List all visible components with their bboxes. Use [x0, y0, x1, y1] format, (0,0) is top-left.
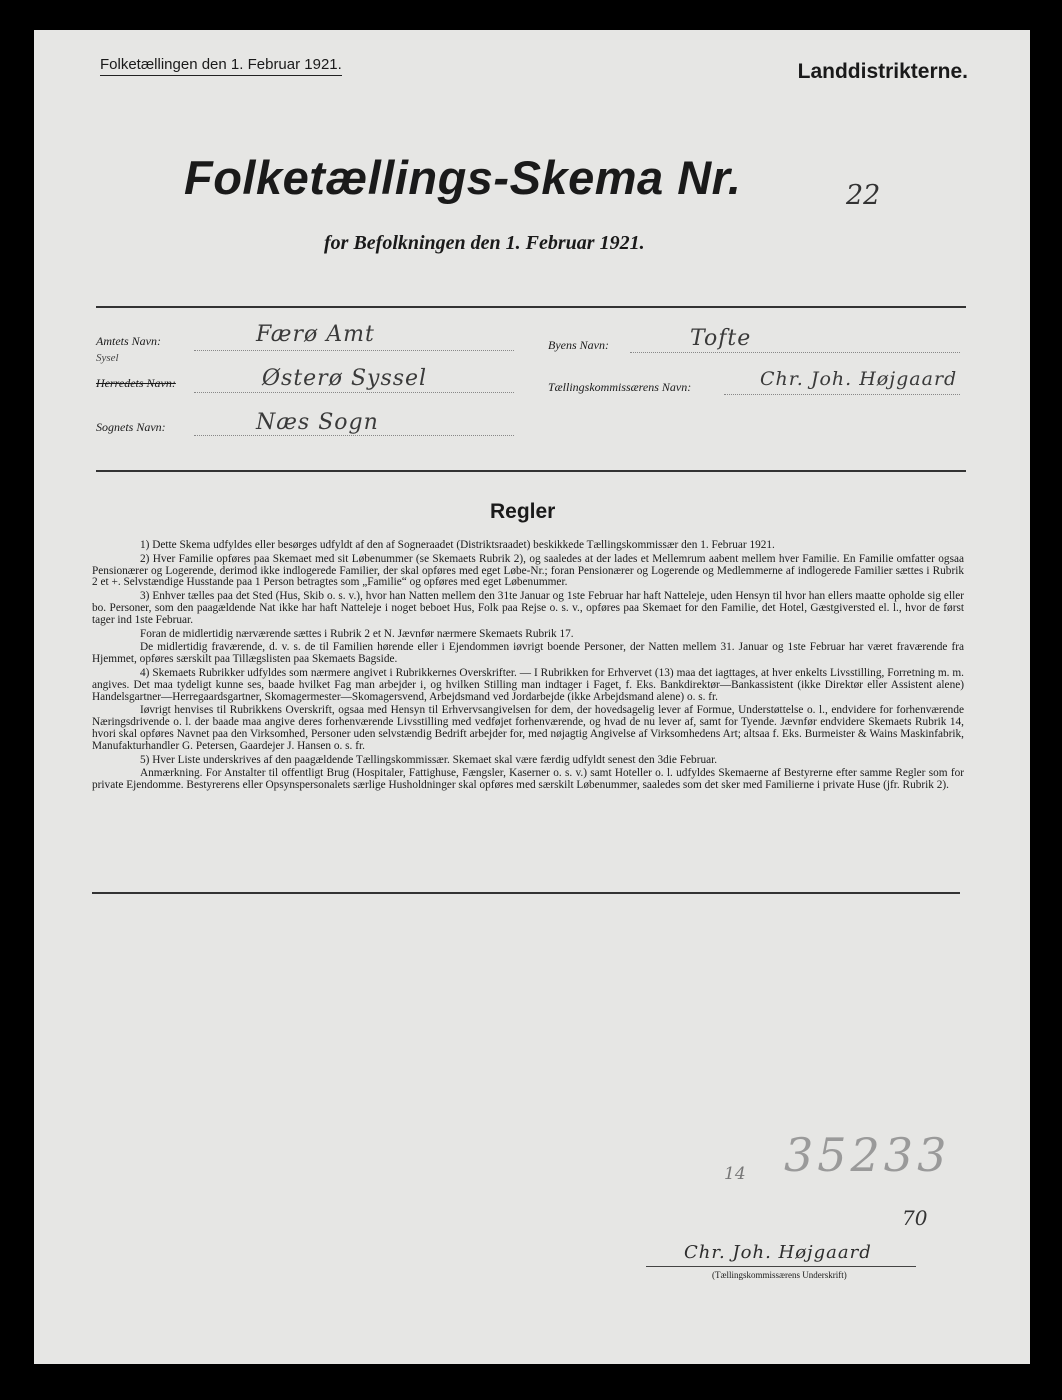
- by-value: Tofte: [690, 326, 752, 351]
- amt-line: [194, 350, 514, 351]
- herred-label: Herredets Navn:: [96, 376, 176, 390]
- sogn-value: Næs Sogn: [256, 410, 379, 435]
- amt-label: Amtets Navn:: [96, 334, 161, 348]
- annotation-small-number: 14: [724, 1164, 746, 1184]
- signature-caption: (Tællingskommissærens Underskrift): [712, 1270, 847, 1280]
- rule-paragraph: 1) Dette Skema udfyldes eller besørges udfyldt af den af Sogneraadet (Distriktsraadet) beskikkede Tællingskommissær den 1. Februar 1921.: [140, 539, 775, 551]
- form-title: Folketællings-Skema Nr.: [184, 151, 742, 204]
- rule-paragraph: Iøvrigt henvises til Rubrikkens Overskrift, ogsaa med Hensyn til Erhvervsangivelsen for dem, der hovedsagelig lever af Formue, Understøttelse o. l., endvidere for forhenværende Næringsdrivende o. l. der baade maa angive deres forhenværende Livsstilling med vedføjet forhenværende, og hvad de nu lever af, samt for Tyende. Jævnfør endvidere Skemaets Rubrik 14, hvori skal opføres Navnet paa den Virksomhed, Personer uden selvstændig Bedrift arbejder for, med nøjagtig Angivelse af Virksomhedens Art; altsaa f. Eks. Burmeister & Wains Maskinfabrik, Manufakturhandler G. Petersen, Gaardejer J. Hansen o. s. fr.: [92, 704, 964, 752]
- annotation-sub-number: 70: [902, 1206, 928, 1230]
- kommissaer-value: Chr. Joh. Højgaard: [760, 368, 958, 390]
- annotation-large-number: 35233: [784, 1128, 951, 1182]
- amt-value: Færø Amt: [256, 322, 375, 347]
- kommissaer-label: Tællingskommissærens Navn:: [548, 380, 692, 394]
- header-census-date: Folketællingen den 1. Februar 1921.: [100, 56, 342, 76]
- rule-paragraph: Foran de midlertidig nærværende sættes i Rubrik 2 et N. Jævnfør nærmere Skemaets Rubrik 17.: [140, 627, 574, 640]
- herred-value: Østerø Syssel: [262, 366, 428, 391]
- sogn-label: Sognets Navn:: [96, 420, 166, 434]
- header-district-type: Landdistrikterne.: [797, 60, 968, 83]
- herred-note: Sysel: [96, 352, 119, 364]
- signature-line: [646, 1266, 916, 1267]
- by-label: Byens Navn:: [548, 338, 609, 352]
- sogn-line: [194, 435, 514, 436]
- kommissaer-line: [724, 394, 960, 395]
- top-divider: [96, 306, 966, 308]
- rules-body: [92, 540, 964, 794]
- rule-paragraph: 2) Hver Familie opføres paa Skemaet med sit Løbenummer (se Skemaets Rubrik 2), og saaledes at der lades et Mellemrum aabent mellem hver Familie. En Familie omfatter ogsaa Pensionærer og Logerende, derimod ikke indlogerede Familier, der skal opføres med eget Løbe-Nr.; foran Pensionærer og Logerende og Medlemmerne af indlogerede Familier sættes i Rubrik 2 et +. Selvstændige Husstande paa 1 Person betragtes som „Familie“ og opføres med eget Løbenummer.: [92, 552, 964, 589]
- herred-line: [194, 392, 514, 393]
- middle-divider: [96, 470, 966, 472]
- rules-heading: Regler: [490, 500, 556, 523]
- form-number-handwritten: 22: [846, 180, 881, 211]
- rule-paragraph: 3) Enhver tælles paa det Sted (Hus, Skib o. s. v.), hvor han Natten mellem den 31te Januar og 1ste Februar har haft Natteleje, uden Hensyn til hvor han ellers maatte opholde sig eller bo. Personer, som den paagældende Nat ikke har haft Natteleje i noget beboet Hus, Folk paa Rejse o. s. v., opføres paa Skemaet for den Familie, det Hotel, Gæstgiversted el. l., hvor de først tager ind 1ste Februar.: [92, 590, 964, 626]
- rule-paragraph: 4) Skemaets Rubrikker udfyldes som nærmere angivet i Rubrikkernes Overskrifter. — I Rubrikken for Erhvervet (13) maa det iagttages, at hver enkelts Livsstilling, Forretning m. m. angives. Det maa tydeligt kunne ses, baade hvilket Fag man arbejder i, og hvilken Stilling man indtager i Faget, f. Eks. Bankdirektør—Bankassistent (ikke Direktør eller Assistent alene) Handelsgartner—Herregaardsgartner, Skomagermester—Skomagersvend, Arbejdsmand ved Jordarbejde (ikke Arbejdsmand alene) o. s. fr.: [92, 666, 964, 703]
- bottom-divider: [92, 892, 960, 894]
- form-subtitle: for Befolkningen den 1. Februar 1921.: [324, 232, 645, 254]
- signature: Chr. Joh. Højgaard: [684, 1242, 872, 1263]
- rule-paragraph: De midlertidig fraværende, d. v. s. de til Familien hørende eller i Ejendommen iøvrigt boende Personer, der Natten mellem 31. Januar og 1ste Februar har været fraværende fra Hjemmet, opføres særskilt paa Tillægslisten paa Skemaets Bagside.: [92, 641, 964, 666]
- census-form-page: [34, 30, 1030, 1364]
- by-line: [630, 352, 960, 353]
- rule-paragraph: Anmærkning. For Anstalter til offentligt Brug (Hospitaler, Fattighuse, Fængsler, Kaserner o. s. v.) samt Hoteller o. l. udfyldes Skemaerne af Bestyrerne efter samme Regler som for private Ejendomme. Bestyrerens eller Opsynspersonalets særlige Husholdninger skal opføres med særskilt Løbenummer, saaledes som det sker med Familierne i private Huse (jfr. Rubrik 2).: [92, 767, 964, 792]
- rule-paragraph: 5) Hver Liste underskrives af den paagældende Tællingskommissær. Skemaet skal være færdig udfyldt senest den 3die Februar.: [140, 753, 718, 766]
